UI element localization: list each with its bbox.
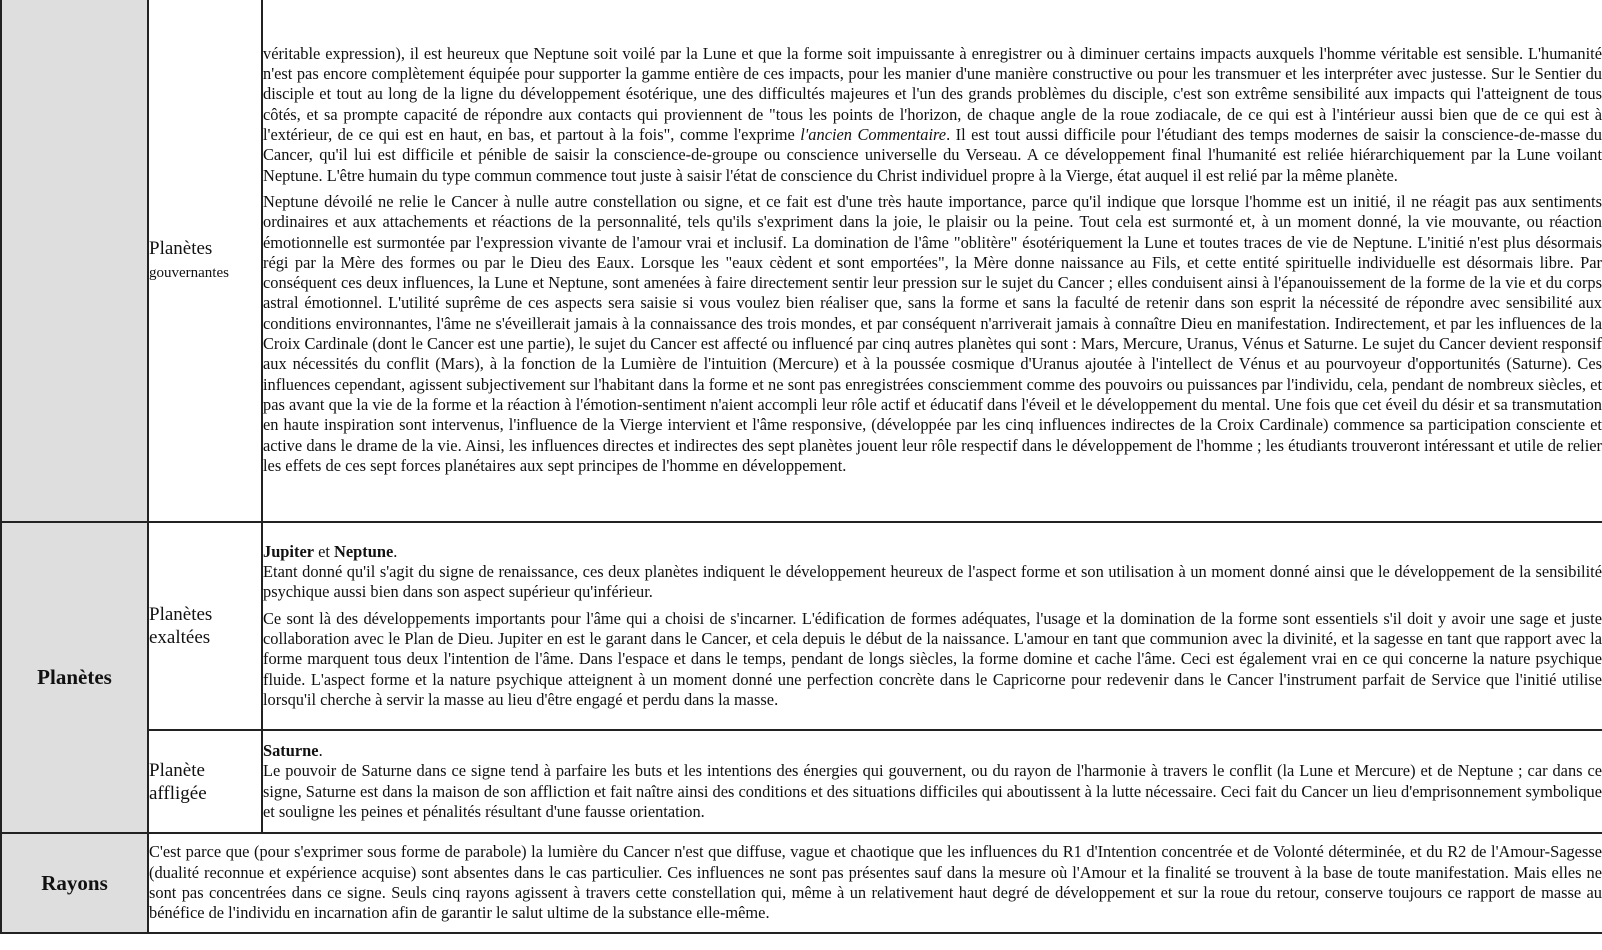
sub-label-line1: Planète — [149, 759, 205, 781]
category-rayons: Rayons — [1, 833, 148, 933]
text-exaltees — [262, 522, 1602, 730]
text-run: . — [393, 541, 398, 561]
text-run: . Il est tout aussi difficile pour l'étudiant des temps modernes de saisir la conscience-de-masse du Cancer, qu'il lui est difficile et pénible de saisir la conscience-de-groupe ou conscience universelle du Verseau. A ce développement final l'humanité est reliée hiérarchiquement par la Lune voilant Neptune. L'être humain du type commun commence tout juste à saisir l'état de conscience du Christ individuel propre à la Vierge, état auquel il est relié par la même planète. — [263, 125, 1602, 185]
sub-label-line2: affligée — [149, 782, 207, 804]
row-rayons — [1, 833, 1602, 933]
text-rayons — [148, 833, 1602, 933]
text-run: véritable expression), il est heureux que Neptune soit voilé par la Lune et que la forme soit impuissante à enregistrer ou à diminuer certains impacts auxquels l'homme véritable est sensible. L'humanité n'est pas encore complètement équipée pour supporter la gamme entière de ces impacts, pour les manier d'une manière constructive ou pour les transmuer et les interpréter avec justesse. Sur le Sentier du disciple et tout au long de la ligne du développement ésotérique, une des difficultés majeures et l'un des grands problèmes du disciple, c'est son extrême sensibilité aux impacts qui l'atteignent de tous côtés, et sa prompte capacité de répondre aux contacts qui proviennent de "tous les points de l'horizon, de chaque angle de la roue zodiacale, de ce qui est à l'intérieur aussi bien que de ce qui est à l'extérieur, de ce qui est en haut, en bas, et partout à la fois", comme l'exprime — [263, 43, 1602, 145]
sub-label-line1: Planètes — [149, 604, 213, 625]
planet-name: Jupiter — [263, 541, 314, 561]
sub-label-line2: gouvernantes — [149, 265, 229, 281]
text-gouvernantes — [262, 0, 1602, 522]
text-run: et — [314, 541, 335, 561]
category-cell-empty — [1, 0, 148, 522]
italic-reference: l'ancien Commentaire — [800, 125, 947, 145]
paragraph — [263, 741, 1602, 822]
sub-label-line1: Planètes — [149, 238, 213, 259]
paragraph — [263, 542, 1602, 603]
paragraph — [263, 44, 1602, 186]
paragraph: Neptune dévoilé ne relie le Cancer à nulle autre constellation ou signe, et ce fait est d'une très haute importance, parce qu'il indique que lorsque l'homme est un initié, il ne réagit pas aux sentiments ordinaires et aux attachements et réactions de la personnalité, tels qu'ils s'expriment dans la joie, le plaisir ou la peine. Tout cela est surmonté et, à un moment donné, la vie mouvante, ou réaction émotionnelle est surmontée par l'expression vivante de l'amour vrai et inclusif. La domination de l'âme "oblitère" ésotériquement la Lune et toutes traces de vie de Neptune. L'initié n'est plus désormais régi par la Mère des formes ou par le Dieu des Eaux. Lorsque les "eaux cèdent et sont emportées", la Mère donne naissance au Fils, et cette entité spirituelle individuelle est désormais libre. Par conséquent ces deux influences, la Lune et Neptune, sont amenées à faire directement sentir leur pression sur le sujet du Cancer ; elles conduisent ainsi à l'épanouissement de la forme de la vie et du corps astral émotionnel. L'utilité suprême de ces aspects sera saisie si vous voulez bien réaliser que, sans la forme et sans la faculté de retenir dans son esprit la nécessité de répondre avec sensibilité aux conditions environnantes, l'âme ne s'éveillerait jamais à la connaissance des trois mondes, et par conséquent n'arriverait jamais à connaître Dieu en manifestation. Indirectement, et par les influences de la Croix Cardinale (dont le Cancer est une partie), le sujet du Cancer est affecté ou influencé par cinq autres planètes qui sont : Mars, Mercure, Uranus, Vénus et Saturne. Le sujet du Cancer devient responsif aux nécessités du conflit (Mars), à la fonction de la Lumière de l'intuition (Mercure) et à la poussée cosmique d'Uranus ajoutée à l'intellect de Vénus et au pourvoyeur d'opportunités (Saturne). Ces influences cependant, agissent subjectivement sur l'habitant dans la forme et ne sont pas enregistrées consciemment comme des pouvoirs ou puissances par l'individu, cela, pendant de nombreux siècles, et pas avant que la vie de la forme et la réaction à l'émotion-sentiment n'aient accompli leur rôle actif et éducatif dans l'éveil et le développement du mental. Une fois que cet éveil du désir et sa transmutation en haute inspiration sont intervenus, l'influence de la Vierge intervient et l'âme responsive, (développée par les cinq influences indirectes de la Croix Cardinale) commence sa participation consciente et active dans le drame de la vie. Ainsi, les influences directes et indirectes des sept planètes jouent leur rôle respectif dans le développement de l'homme ; les étudiants trouveront intéressant et utile de relier les effets de ces sept forces planétaires aux sept principes de l'homme en développement. — [263, 191, 1602, 475]
planet-name: Saturne — [263, 740, 319, 760]
text-affligee — [262, 730, 1602, 833]
row-planetes-exaltees — [1, 522, 1602, 730]
paragraph: Ce sont là des développements importants pour l'âme qui a choisi de s'incarner. L'édification de formes adéquates, l'usage et la domination de la forme sont essentiels s'il doit y avoir une sage et juste collaboration avec le Plan de Dieu. Jupiter en est le garant dans le Cancer, et cela depuis le début de la naissance. L'amour en tant que communion avec la divinité, et la sagesse en tant que rapport avec la forme marquent tous deux l'intention de l'âme. Dans l'espace et dans le temps, pendant de longs siècles, la forme domine et cache l'âme. Ceci est également vrai en ce qui concerne la nature psychique fluide. L'aspect forme et la nature psychique atteignent à un moment donné une perfection concrète dans le Capricorne pour redevenir dans le Cancer l'instrument parfait de Service que l'initié utilise lorsqu'il cherche à servir la masse au lieu d'être engagé et perdu dans la masse. — [263, 608, 1602, 709]
category-planetes: Planètes — [1, 522, 148, 833]
text-run: Etant donné qu'il s'agit du signe de renaissance, ces deux planètes indiquent le développement heureux de l'aspect forme et son utilisation à un moment donné ainsi que le développement de la sensibilité psychique aussi bien dans son aspect supérieur qu'inférieur. — [263, 562, 1602, 602]
row-planete-affligee — [1, 730, 1602, 833]
text-run: . — [318, 740, 323, 760]
sub-label-affligee — [148, 730, 262, 833]
sub-label-exaltees — [148, 522, 262, 730]
sub-label-line2: exaltées — [149, 627, 211, 648]
row-planetes-gouvernantes — [1, 0, 1602, 522]
paragraph: C'est parce que (pour s'exprimer sous forme de parabole) la lumière du Cancer n'est que diffuse, vague et chaotique que les influences du R1 d'Intention concentrée et de Volonté déterminée, et du R2 de l'Amour-Sagesse (dualité reconnue et expérience acquise) sont absentes dans le cas particulier. Ces influences ne sont pas présentes sauf dans la mesure où l'Amour et la finalité se trouvent à la base de toute manifestation. Mais elles ne sont pas concentrées dans ce signe. Seuls cinq rayons agissent à travers cette constellation qui, même à un relativement haut degré de développement et sur la roue du retour, conserve toujours ce rapport de masse au bénéfice de l'individu en incarnation afin de garantir le salut ultime de la substance elle-même. — [149, 842, 1602, 923]
planet-name: Neptune — [334, 541, 394, 561]
sub-label-gouvernantes — [148, 0, 262, 522]
text-run: Le pouvoir de Saturne dans ce signe tend à parfaire les buts et les intentions des énergies qui gouvernent, ou du rayon de l'harmonie à travers le conflit (la Lune et Mercure) et de Neptune ; car dans ce signe, Saturne est dans la maison de son affliction et fait naître ainsi des conditions et des situations difficiles qui aboutissent à la lutte nécessaire. Ceci fait du Cancer un lieu d'emprisonnement symbolique et souligne les peines et pénalités résultant d'une fausse orientation. — [263, 761, 1602, 821]
